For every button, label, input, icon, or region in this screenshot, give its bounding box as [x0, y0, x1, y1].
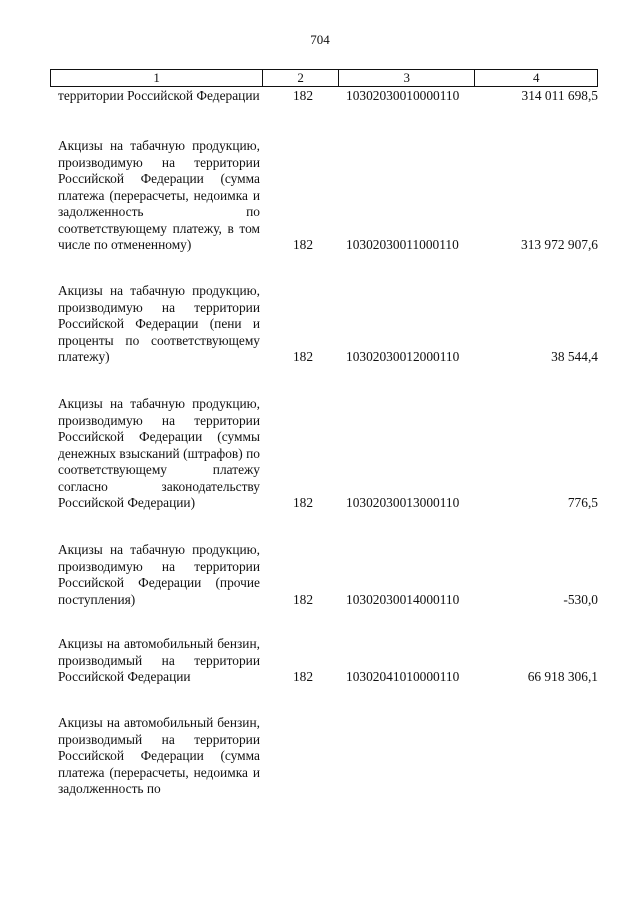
row-kbk-code: 10302030014000110: [346, 591, 460, 607]
row-description: Акцизы на автомобильный бензин, производимый на территории Российской Федерации (сумма платежа (перерасчеты, недоимка и задолженность по: [58, 715, 260, 796]
row-kbk-code: 10302030011000110: [346, 237, 459, 252]
row-admin-code: 182: [292, 88, 314, 103]
row-admin-code: 182: [292, 591, 314, 607]
header-col-3: 3: [339, 70, 476, 86]
row-amount: -530,0: [563, 591, 598, 607]
table-header: [50, 69, 598, 87]
header-col-4: 4: [532, 70, 540, 85]
table-row: [58, 396, 598, 512]
row-amount: 313 972 907,6: [521, 237, 598, 252]
row-amount: 38 544,4: [551, 349, 598, 364]
row-kbk-code: 10302030012000110: [346, 349, 460, 364]
table-row: [58, 138, 598, 254]
table-row: [58, 636, 598, 686]
row-kbk-code: 10302030010000110: [346, 88, 460, 103]
row-amount: 776,5: [567, 495, 598, 510]
header-col-2: 2: [263, 70, 339, 86]
row-description: территории Российской Федерации: [58, 88, 260, 103]
row-description: Акцизы на табачную продукцию, производимую на территории Российской Федерации (суммы денежных взысканий (штрафов) по соответствующему платежу согласно законодательству Российской Федерации): [58, 396, 260, 510]
row-kbk-code: 10302030013000110: [346, 495, 460, 510]
table-row: [58, 715, 598, 798]
row-description: Акцизы на табачную продукцию, производимую на территории Российской Федерации (пени и проценты по соответствующему платежу): [58, 283, 260, 364]
table-row: [58, 88, 598, 105]
header-col-1: 1: [51, 70, 263, 86]
page-number: 704: [310, 32, 330, 47]
table-row: [58, 283, 598, 366]
row-admin-code: 182: [292, 669, 314, 684]
row-admin-code: 182: [292, 237, 314, 252]
row-description: Акцизы на автомобильный бензин, производимый на территории Российской Федерации: [58, 636, 260, 684]
row-admin-code: 182: [292, 349, 314, 364]
table-row: [58, 542, 598, 608]
row-kbk-code: 10302041010000110: [346, 669, 460, 684]
row-description: Акцизы на табачную продукцию, производимую на территории Российской Федерации (прочие поступления): [58, 542, 260, 607]
row-amount: 66 918 306,1: [527, 669, 598, 684]
row-amount: 314 011 698,5: [521, 88, 598, 103]
row-admin-code: 182: [292, 495, 314, 510]
row-description: Акцизы на табачную продукцию, производимую на территории Российской Федерации (сумма платежа (перерасчеты, недоимка и задолженность по соответствующему платежу, в том числе по отмененному): [58, 138, 260, 252]
